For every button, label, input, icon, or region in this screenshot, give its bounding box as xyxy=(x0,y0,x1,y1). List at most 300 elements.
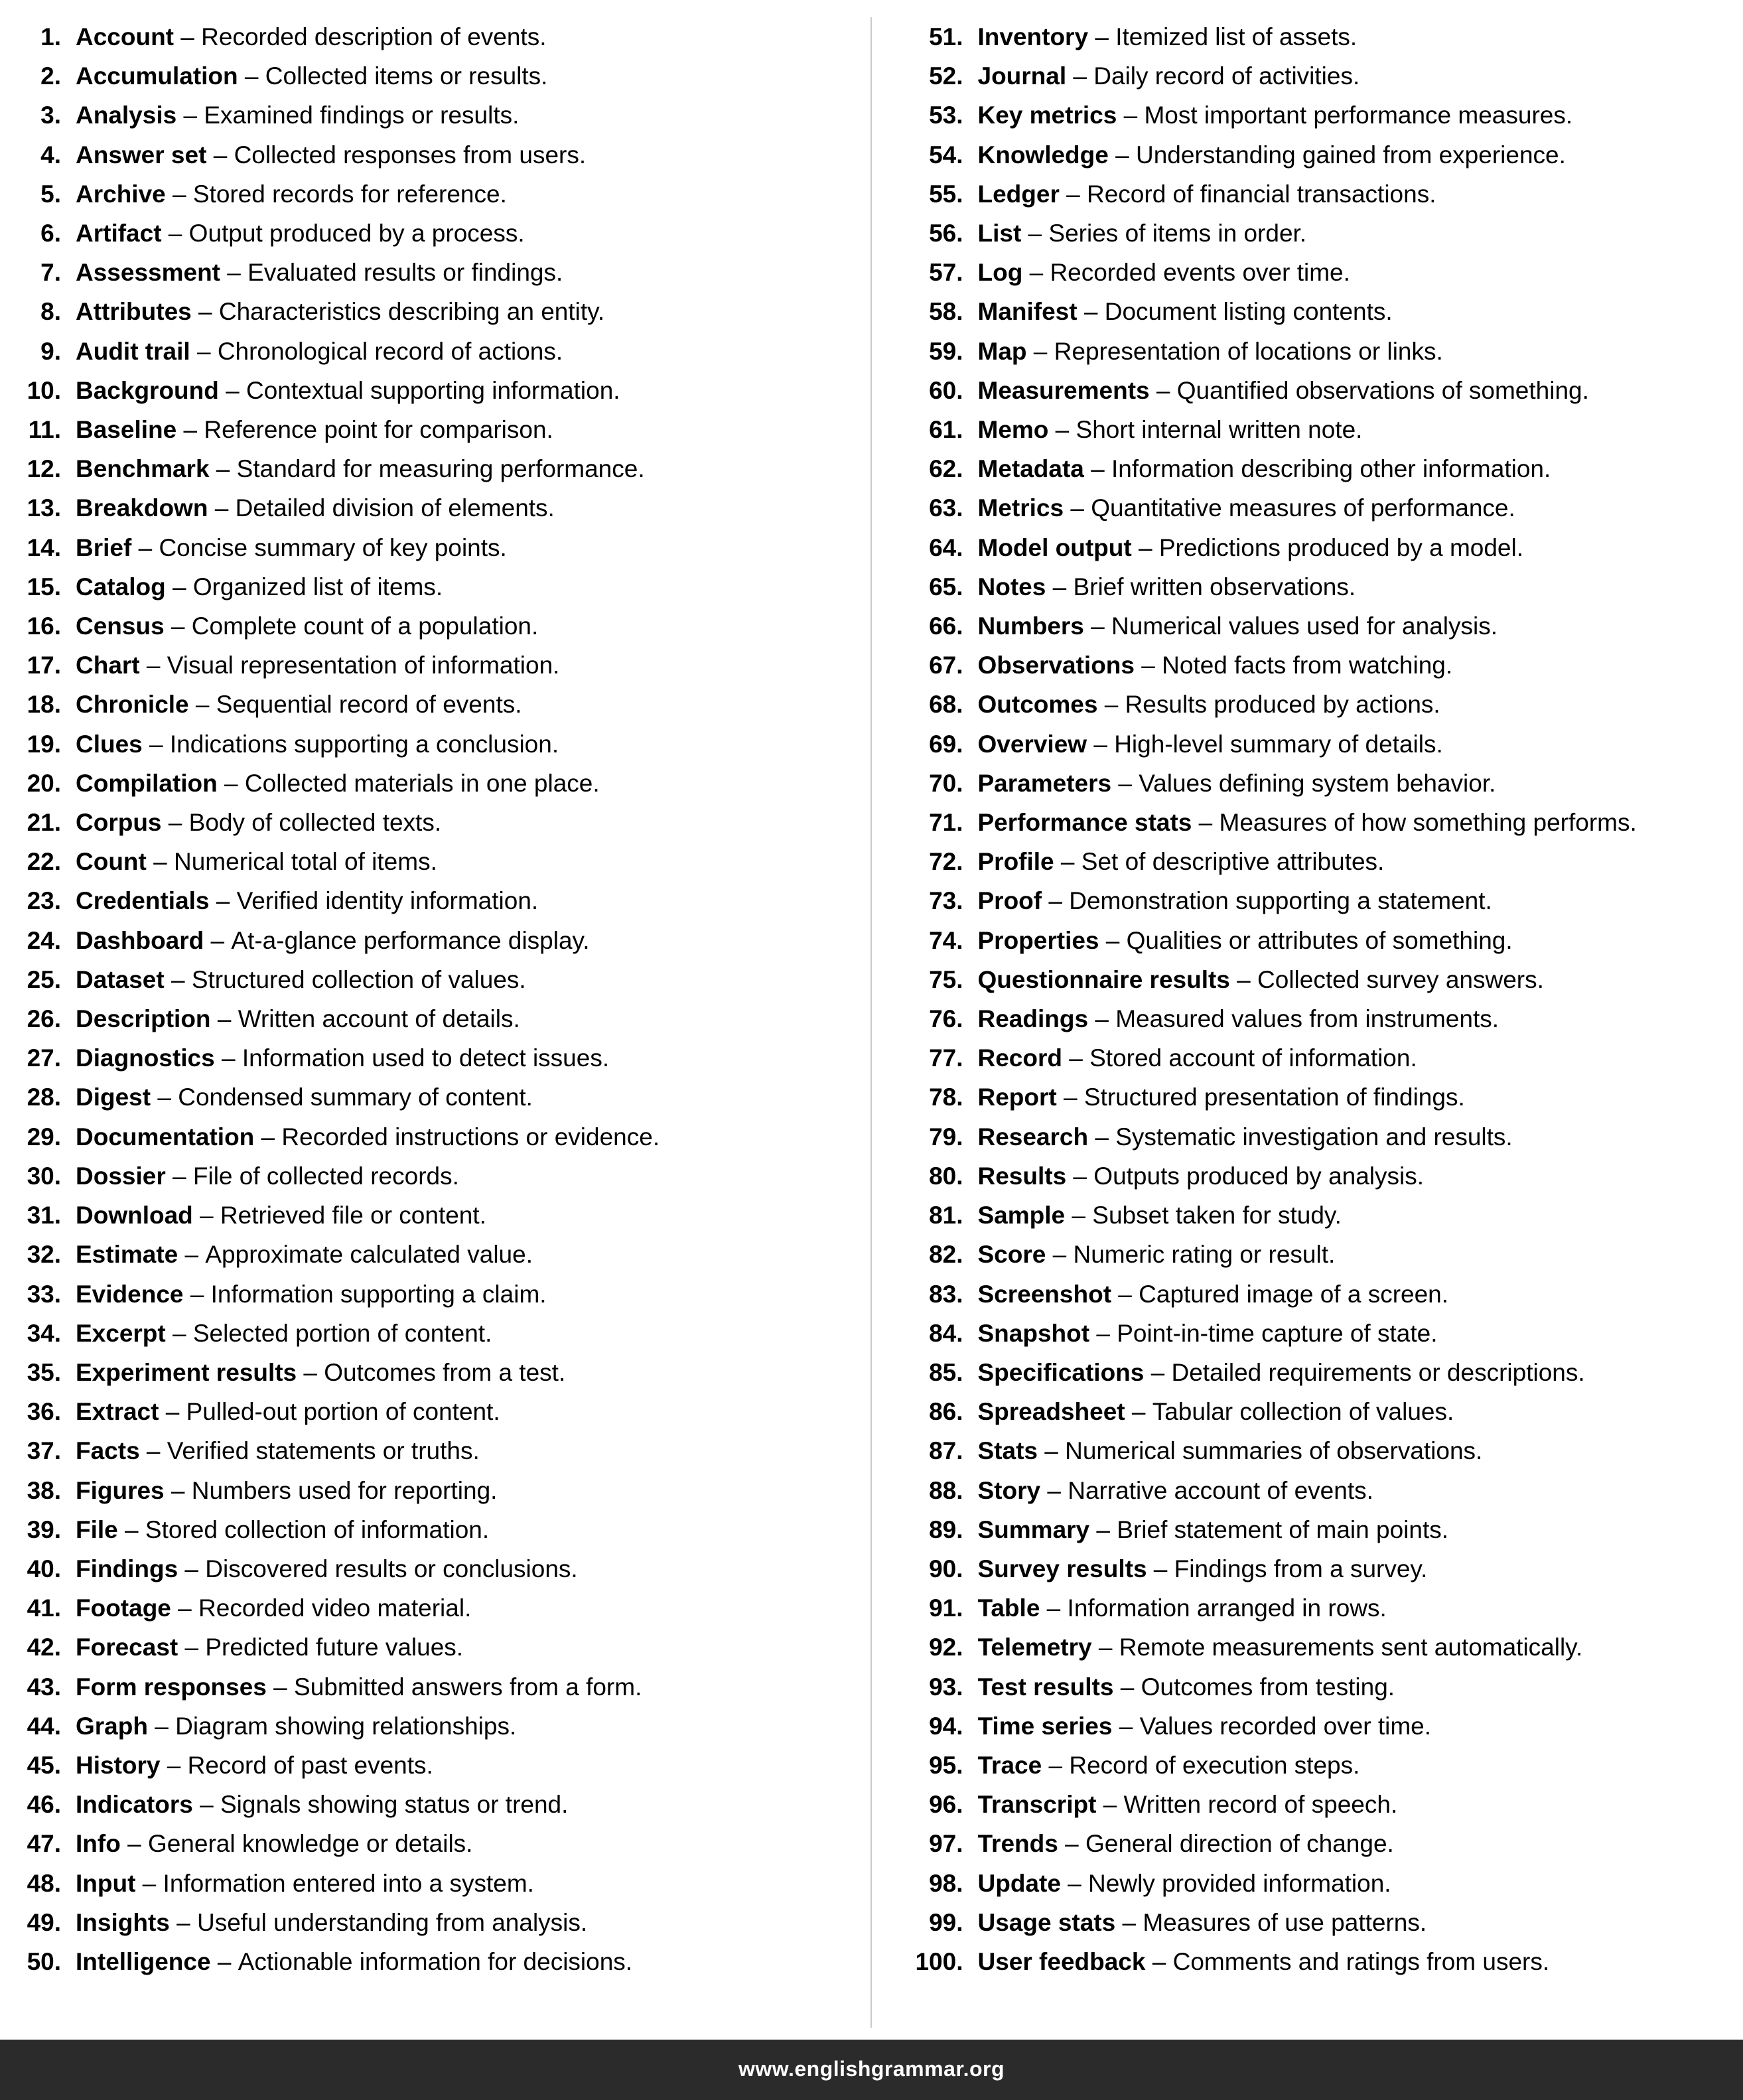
list-item xyxy=(909,567,1724,606)
list-item-definition: Information used to detect issues. xyxy=(242,1044,610,1072)
list-item-number: 90. xyxy=(929,1555,963,1582)
list-item-separator: – xyxy=(131,533,159,561)
list-item-separator: – xyxy=(1088,1005,1116,1033)
list-item-definition: Verified statements or truths. xyxy=(167,1437,480,1465)
list-item xyxy=(20,449,848,488)
list-item-separator: – xyxy=(218,376,246,404)
list-item-definition: Output produced by a process. xyxy=(188,220,525,247)
list-item-term: Estimate xyxy=(76,1241,178,1269)
list-item-term: Metrics xyxy=(977,494,1064,522)
list-item-definition: Concise summary of key points. xyxy=(159,533,507,561)
list-item-number: 61. xyxy=(929,416,963,444)
list-item-definition: Complete count of a population. xyxy=(191,612,539,640)
list-item xyxy=(20,1353,848,1392)
list-item-definition: Characteristics describing an entity. xyxy=(218,298,605,326)
list-item-separator: – xyxy=(266,1673,295,1701)
list-item-number: 20. xyxy=(27,769,61,797)
list-item xyxy=(909,842,1724,881)
list-item-separator: – xyxy=(1059,180,1087,208)
list-item-term: Properties xyxy=(977,926,1099,954)
list-item-separator: – xyxy=(1115,1908,1143,1936)
list-item xyxy=(20,606,848,646)
list-item-separator: – xyxy=(1065,1202,1093,1229)
list-item-separator: – xyxy=(210,1947,238,1975)
list-item-term: Readings xyxy=(977,1005,1089,1033)
list-item-number: 15. xyxy=(27,573,61,600)
list-item-definition: Written account of details. xyxy=(238,1005,520,1033)
list-item-term: Journal xyxy=(977,62,1067,90)
list-item-term: Baseline xyxy=(76,416,177,444)
list-item-number: 56. xyxy=(929,220,963,247)
list-item-definition: Quantified observations of something. xyxy=(1176,376,1589,404)
list-item-separator: – xyxy=(178,1555,206,1582)
list-item-number: 77. xyxy=(929,1044,963,1072)
list-item-definition: Measures of how something performs. xyxy=(1219,809,1637,837)
list-item xyxy=(909,1275,1724,1314)
list-item-term: Record xyxy=(977,1044,1062,1072)
list-item-separator: – xyxy=(117,1515,145,1543)
list-item xyxy=(20,1628,848,1667)
list-item xyxy=(20,881,848,920)
list-item-term: Specifications xyxy=(977,1358,1145,1386)
list-item-separator: – xyxy=(174,23,202,50)
list-item-term: Observations xyxy=(977,652,1135,679)
list-item-term: Score xyxy=(977,1241,1046,1269)
list-item-separator: – xyxy=(1060,1869,1089,1897)
list-item-number: 76. xyxy=(929,1005,963,1033)
list-item xyxy=(20,528,848,567)
list-item-term: Archive xyxy=(76,180,166,208)
list-item xyxy=(20,175,848,214)
list-item-separator: – xyxy=(188,691,216,719)
list-item-term: Background xyxy=(76,376,219,404)
list-item-term: User feedback xyxy=(977,1947,1146,1975)
list-item-number: 34. xyxy=(27,1319,61,1347)
list-item-number: 1. xyxy=(40,23,61,50)
list-item-number: 29. xyxy=(27,1123,61,1151)
list-item xyxy=(909,1864,1724,1903)
list-item-separator: – xyxy=(146,848,174,876)
list-item-definition: Structured collection of values. xyxy=(191,965,526,993)
list-item-definition: Information supporting a claim. xyxy=(210,1280,547,1308)
list-item-separator: – xyxy=(1108,141,1136,169)
list-item-term: Ledger xyxy=(977,180,1060,208)
list-item-definition: Indications supporting a conclusion. xyxy=(169,730,559,758)
list-item-definition: Useful understanding from analysis. xyxy=(196,1908,588,1936)
list-item-term: Dataset xyxy=(76,965,165,993)
list-item-definition: Detailed division of elements. xyxy=(235,494,555,522)
list-item-term: Breakdown xyxy=(76,494,208,522)
list-item-definition: Discovered results or conclusions. xyxy=(205,1555,578,1582)
list-item-separator: – xyxy=(165,1319,193,1347)
list-item-definition: Numbers used for reporting. xyxy=(191,1476,498,1504)
list-item-number: 86. xyxy=(929,1398,963,1426)
list-item-term: Facts xyxy=(76,1437,140,1465)
list-item-number: 62. xyxy=(929,455,963,483)
list-item-separator: – xyxy=(191,298,219,326)
list-item xyxy=(20,1903,848,1942)
list-item-definition: Collected survey answers. xyxy=(1257,965,1544,993)
list-item-definition: Point-in-time capture of state. xyxy=(1117,1319,1438,1347)
list-item-number: 66. xyxy=(929,612,963,640)
list-item xyxy=(909,1235,1724,1274)
list-item-definition: Comments and ratings from users. xyxy=(1172,1947,1550,1975)
list-item-separator: – xyxy=(161,809,189,837)
list-item-separator: – xyxy=(1111,769,1139,797)
list-item-separator: – xyxy=(1062,1044,1090,1072)
list-item-number: 60. xyxy=(929,376,963,404)
list-item-separator: – xyxy=(164,612,192,640)
list-item-definition: Measured values from instruments. xyxy=(1115,1005,1499,1033)
list-item xyxy=(909,1746,1724,1785)
list-item-separator: – xyxy=(1083,455,1112,483)
list-item-definition: General direction of change. xyxy=(1085,1830,1394,1858)
list-item-term: Answer set xyxy=(76,141,207,169)
list-item-definition: Daily record of activities. xyxy=(1093,62,1360,90)
list-item-term: File xyxy=(76,1515,118,1543)
list-item-definition: Series of items in order. xyxy=(1048,220,1307,247)
list-item-term: Intelligence xyxy=(76,1947,211,1975)
list-item-number: 31. xyxy=(27,1202,61,1229)
list-item-number: 63. xyxy=(929,494,963,522)
list-item xyxy=(909,410,1724,449)
list-item-definition: Results produced by actions. xyxy=(1125,691,1440,719)
list-item-number: 81. xyxy=(929,1202,963,1229)
list-item-definition: Systematic investigation and results. xyxy=(1115,1123,1513,1151)
list-item-separator: – xyxy=(176,102,204,129)
list-item-definition: Contextual supporting information. xyxy=(246,376,620,404)
list-item-number: 52. xyxy=(929,62,963,90)
list-item-separator: – xyxy=(1149,376,1177,404)
list-item-number: 17. xyxy=(27,652,61,679)
list-item xyxy=(20,1667,848,1707)
list-item xyxy=(20,214,848,253)
list-item-number: 32. xyxy=(27,1241,61,1269)
list-item-number: 43. xyxy=(27,1673,61,1701)
list-item-term: Figures xyxy=(76,1476,165,1504)
list-item-term: Credentials xyxy=(76,887,210,915)
list-item xyxy=(20,56,848,96)
list-item-separator: – xyxy=(1026,337,1054,365)
list-item-number: 46. xyxy=(27,1791,61,1819)
list-item xyxy=(20,488,848,527)
list-item-term: Indicators xyxy=(76,1791,193,1819)
list-item-separator: – xyxy=(165,180,193,208)
list-item-definition: Narrative account of events. xyxy=(1068,1476,1373,1504)
list-item-term: Trace xyxy=(977,1751,1042,1779)
list-item xyxy=(909,1117,1724,1156)
list-item-definition: Outputs produced by analysis. xyxy=(1093,1162,1425,1190)
list-item xyxy=(20,1275,848,1314)
list-item-separator: – xyxy=(238,62,265,90)
list-item xyxy=(909,488,1724,527)
list-item-definition: Recorded instructions or evidence. xyxy=(281,1123,660,1151)
list-item-separator: – xyxy=(1145,1947,1173,1975)
list-item-number: 7. xyxy=(40,259,61,287)
list-item-number: 57. xyxy=(929,259,963,287)
list-item-definition: Brief written observations. xyxy=(1073,573,1356,600)
list-item-number: 35. xyxy=(27,1358,61,1386)
list-item-number: 40. xyxy=(27,1555,61,1582)
list-item-definition: Recorded description of events. xyxy=(201,23,547,50)
list-item-separator: – xyxy=(1042,1751,1070,1779)
list-item-number: 36. xyxy=(27,1398,61,1426)
list-item-number: 45. xyxy=(27,1751,61,1779)
list-item xyxy=(909,449,1724,488)
list-item-term: Map xyxy=(977,337,1027,365)
list-item-definition: Predictions produced by a model. xyxy=(1158,533,1524,561)
list-item xyxy=(20,764,848,803)
list-item-separator: – xyxy=(139,1437,167,1465)
list-item-separator: – xyxy=(1097,691,1125,719)
list-item xyxy=(20,253,848,292)
list-item-term: Stats xyxy=(977,1437,1038,1465)
list-item-separator: – xyxy=(1058,1830,1085,1858)
list-item-separator: – xyxy=(217,769,245,797)
list-item-number: 70. xyxy=(929,769,963,797)
list-item-term: Overview xyxy=(977,730,1087,758)
list-item-number: 12. xyxy=(27,455,61,483)
list-item-number: 59. xyxy=(929,337,963,365)
list-item-separator: – xyxy=(1056,1084,1084,1111)
list-item-term: Snapshot xyxy=(977,1319,1090,1347)
list-item-term: Audit trail xyxy=(76,337,190,365)
list-item-definition: Demonstration supporting a statement. xyxy=(1069,887,1492,915)
list-item xyxy=(909,606,1724,646)
list-item-number: 72. xyxy=(929,848,963,876)
list-item-term: Account xyxy=(76,23,174,50)
list-item-term: Time series xyxy=(977,1712,1113,1740)
list-item-definition: Understanding gained from experience. xyxy=(1135,141,1566,169)
list-item-definition: Examined findings or results. xyxy=(204,102,520,129)
list-item xyxy=(909,1156,1724,1196)
list-item-number: 33. xyxy=(27,1280,61,1308)
list-item-separator: – xyxy=(209,455,237,483)
list-item xyxy=(20,1235,848,1274)
list-item xyxy=(909,881,1724,920)
list-item-definition: Outcomes from testing. xyxy=(1141,1673,1395,1701)
list-item-number: 38. xyxy=(27,1476,61,1504)
list-item xyxy=(909,1628,1724,1667)
list-item-separator: – xyxy=(161,220,189,247)
list-item-number: 97. xyxy=(929,1830,963,1858)
list-item-separator: – xyxy=(1089,1319,1117,1347)
list-item-separator: – xyxy=(1125,1398,1152,1426)
list-item-term: Insights xyxy=(76,1908,170,1936)
list-item-definition: Submitted answers from a form. xyxy=(294,1673,642,1701)
list-item-separator: – xyxy=(1040,1594,1068,1622)
list-item-term: Assessment xyxy=(76,259,221,287)
list-item-number: 25. xyxy=(27,965,61,993)
list-item-term: Report xyxy=(977,1084,1057,1111)
list-item-definition: Record of execution steps. xyxy=(1069,1751,1360,1779)
list-item-separator: – xyxy=(297,1358,324,1386)
list-item-number: 39. xyxy=(27,1515,61,1543)
list-item-number: 27. xyxy=(27,1044,61,1072)
list-item-number: 83. xyxy=(929,1280,963,1308)
list-item-definition: Approximate calculated value. xyxy=(205,1241,533,1269)
list-item xyxy=(20,567,848,606)
list-item-definition: Tabular collection of values. xyxy=(1152,1398,1454,1426)
list-item xyxy=(20,1117,848,1156)
list-item-definition: Short internal written note. xyxy=(1076,416,1363,444)
list-item xyxy=(909,1785,1724,1824)
list-item-number: 96. xyxy=(929,1791,963,1819)
list-item-number: 79. xyxy=(929,1123,963,1151)
list-item-number: 69. xyxy=(929,730,963,758)
list-item-separator: – xyxy=(171,1594,199,1622)
list-item xyxy=(909,1824,1724,1863)
list-item-term: Analysis xyxy=(76,102,177,129)
list-item xyxy=(20,332,848,371)
list-item-term: Results xyxy=(977,1162,1067,1190)
list-item-number: 88. xyxy=(929,1476,963,1504)
list-item-term: Manifest xyxy=(977,298,1078,326)
list-item-number: 19. xyxy=(27,730,61,758)
list-item-definition: Condensed summary of content. xyxy=(178,1084,533,1111)
list-item-number: 94. xyxy=(929,1712,963,1740)
list-item xyxy=(909,528,1724,567)
list-item-term: Sample xyxy=(977,1202,1066,1229)
list-item-term: Dossier xyxy=(76,1162,166,1190)
list-item-term: Trends xyxy=(977,1830,1058,1858)
list-item-term: Outcomes xyxy=(977,691,1098,719)
list-item-definition: Subset taken for study. xyxy=(1092,1202,1342,1229)
list-item xyxy=(20,1471,848,1510)
list-item-definition: Pulled-out portion of content. xyxy=(186,1398,500,1426)
list-item-definition: High-level summary of details. xyxy=(1114,730,1443,758)
list-item-separator: – xyxy=(169,1908,197,1936)
list-item-number: 37. xyxy=(27,1437,61,1465)
list-item-definition: Standard for measuring performance. xyxy=(236,455,645,483)
list-item xyxy=(20,17,848,56)
list-item-definition: Numerical total of items. xyxy=(174,848,437,876)
list-item-term: Forecast xyxy=(76,1634,178,1661)
list-item-number: 24. xyxy=(27,926,61,954)
list-item-term: Excerpt xyxy=(76,1319,166,1347)
list-item xyxy=(20,1707,848,1746)
list-item xyxy=(20,921,848,960)
list-item-term: Summary xyxy=(977,1515,1090,1543)
list-item xyxy=(909,17,1724,56)
list-item-definition: Chronological record of actions. xyxy=(217,337,563,365)
list-item xyxy=(909,214,1724,253)
list-item xyxy=(20,1785,848,1824)
list-item-term: Info xyxy=(76,1830,121,1858)
list-item-number: 58. xyxy=(929,298,963,326)
list-item-separator: – xyxy=(209,887,237,915)
list-item-term: Accumulation xyxy=(76,62,238,90)
list-item xyxy=(909,725,1724,764)
list-item-separator: – xyxy=(1040,1476,1068,1504)
list-item-definition: Information arranged in rows. xyxy=(1067,1594,1387,1622)
list-item-separator: – xyxy=(1111,1280,1139,1308)
list-item-definition: Qualities or attributes of something. xyxy=(1126,926,1513,954)
list-item-definition: Retrieved file or content. xyxy=(220,1202,486,1229)
list-item xyxy=(909,1588,1724,1628)
list-item xyxy=(909,175,1724,214)
list-item xyxy=(909,764,1724,803)
list-item-definition: Remote measurements sent automatically. xyxy=(1119,1634,1583,1661)
list-item-separator: – xyxy=(220,259,248,287)
list-item-separator: – xyxy=(204,926,232,954)
list-item-separator: – xyxy=(178,1241,206,1269)
list-item-term: Diagnostics xyxy=(76,1044,215,1072)
list-item-definition: Set of descriptive attributes. xyxy=(1081,848,1385,876)
list-item xyxy=(20,1078,848,1117)
list-item-number: 9. xyxy=(40,337,61,365)
list-item-term: Brief xyxy=(76,533,132,561)
list-item-number: 10. xyxy=(27,376,61,404)
list-item-term: Screenshot xyxy=(977,1280,1112,1308)
list-item-separator: – xyxy=(183,1280,211,1308)
list-item-separator: – xyxy=(1096,1791,1124,1819)
list-item-term: Key metrics xyxy=(977,102,1117,129)
list-item-definition: Detailed requirements or descriptions. xyxy=(1171,1358,1585,1386)
list-item-separator: – xyxy=(176,416,204,444)
list-item-separator: – xyxy=(1087,730,1115,758)
list-item-number: 93. xyxy=(929,1673,963,1701)
list-item-definition: Body of collected texts. xyxy=(188,809,442,837)
list-item-separator: – xyxy=(1046,573,1074,600)
list-item xyxy=(20,999,848,1038)
list-item-number: 68. xyxy=(929,691,963,719)
list-item-separator: – xyxy=(214,1044,242,1072)
list-item-definition: Sequential record of events. xyxy=(216,691,522,719)
list-item-definition: Recorded events over time. xyxy=(1050,259,1350,287)
list-item-term: Update xyxy=(977,1869,1061,1897)
list-item-term: Notes xyxy=(977,573,1046,600)
list-item-number: 53. xyxy=(929,102,963,129)
list-item-term: Census xyxy=(76,612,165,640)
list-item-term: List xyxy=(977,220,1022,247)
list-item-term: Extract xyxy=(76,1398,159,1426)
list-item-definition: General knowledge or details. xyxy=(147,1830,473,1858)
list-item-definition: Findings from a survey. xyxy=(1174,1555,1428,1582)
list-item-number: 84. xyxy=(929,1319,963,1347)
list-item-separator: – xyxy=(192,1202,220,1229)
list-item-number: 48. xyxy=(27,1869,61,1897)
list-item xyxy=(909,685,1724,724)
list-item xyxy=(909,135,1724,175)
list-item-number: 14. xyxy=(27,533,61,561)
list-item-separator: – xyxy=(1042,887,1070,915)
list-item-separator: – xyxy=(192,1791,220,1819)
list-item-number: 80. xyxy=(929,1162,963,1190)
list-item-separator: – xyxy=(139,652,167,679)
list-item-term: Knowledge xyxy=(977,141,1109,169)
list-item-term: Profile xyxy=(977,848,1054,876)
list-item-separator: – xyxy=(1113,1673,1141,1701)
list-item xyxy=(20,1549,848,1588)
list-item-number: 55. xyxy=(929,180,963,208)
list-item-definition: Numeric rating or result. xyxy=(1073,1241,1336,1269)
list-item-definition: Information describing other information. xyxy=(1111,455,1551,483)
list-item-separator: – xyxy=(1088,1123,1116,1151)
list-item xyxy=(909,921,1724,960)
list-item-number: 13. xyxy=(27,494,61,522)
list-item xyxy=(909,1314,1724,1353)
list-item-separator: – xyxy=(210,1005,238,1033)
list-item xyxy=(909,999,1724,1038)
list-item-separator: – xyxy=(1192,809,1220,837)
list-item xyxy=(20,1588,848,1628)
list-item xyxy=(20,371,848,410)
list-item-number: 50. xyxy=(27,1947,61,1975)
list-item-separator: – xyxy=(1144,1358,1172,1386)
list-item-number: 54. xyxy=(929,141,963,169)
list-item-term: Form responses xyxy=(76,1673,267,1701)
